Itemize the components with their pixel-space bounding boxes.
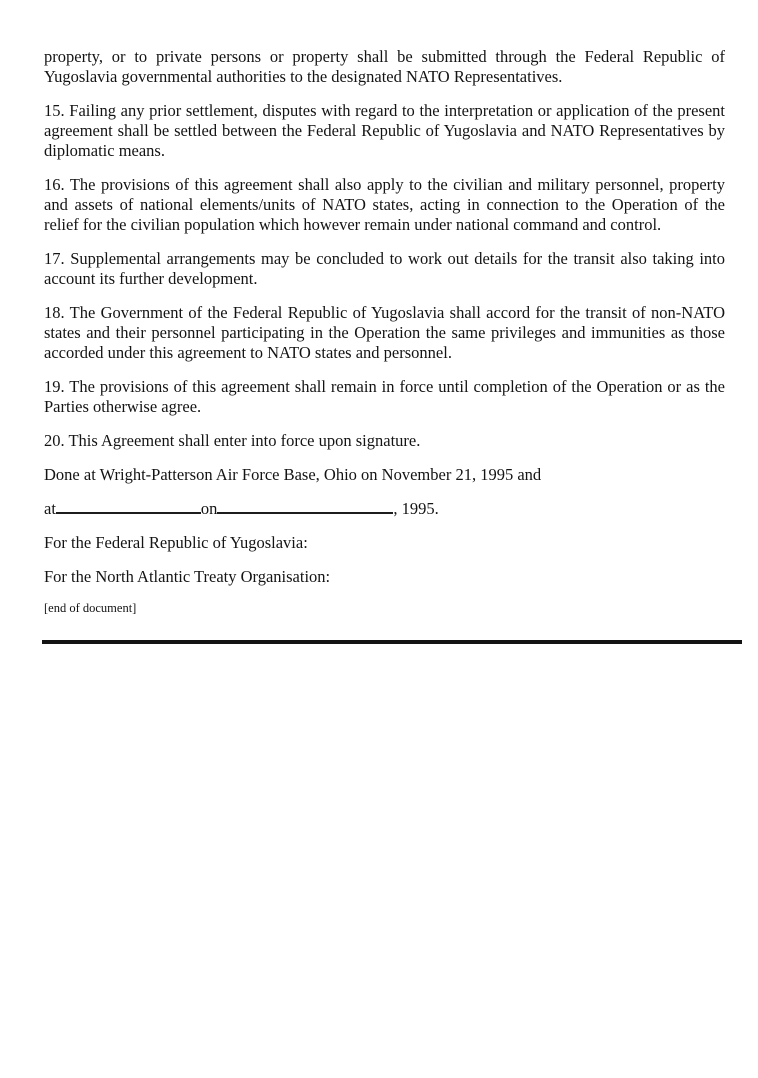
paragraph-17: 17. Supplemental arrangements may be concluded to work out details for the transit also taking into account its further development. — [44, 249, 725, 288]
done-at-line: Done at Wright-Patterson Air Force Base, Ohio on November 21, 1995 and — [44, 465, 542, 484]
paragraph-15: 15. Failing any prior settlement, disputes with regard to the interpretation or application of the present agreement shall be settled between the Federal Republic of Yugoslavia and NATO Representatives by diplomatic means. — [44, 101, 725, 160]
paragraph-14-continuation: property, or to private persons or property shall be submitted through the Federal Republic of Yugoslavia governmental authorities to the designated NATO Representatives. — [44, 47, 725, 86]
execution-on-label: on — [200, 499, 218, 518]
execution-blank-line — [44, 499, 725, 519]
signature-line-nato: For the North Atlantic Treaty Organisation: — [44, 567, 331, 586]
execution-at-label: at — [44, 499, 56, 518]
end-of-document-marker: [end of document] — [44, 601, 137, 615]
date-blank-field — [217, 511, 393, 514]
paragraph-19: 19. The provisions of this agreement shall remain in force until completion of the Operation or as the Parties otherwise agree. — [44, 377, 725, 416]
page-bottom-divider-rule — [42, 640, 742, 644]
paragraph-20: 20. This Agreement shall enter into force upon signature. — [44, 431, 421, 450]
place-blank-field — [56, 511, 201, 514]
paragraph-16: 16. The provisions of this agreement shall also apply to the civilian and military personnel, property and assets of national elements/units of NATO states, acting in connection to the Operation of the relief for the civilian population which however remain under national command and control. — [44, 175, 725, 234]
document-text-block — [44, 47, 725, 644]
signature-line-yugoslavia: For the Federal Republic of Yugoslavia: — [44, 533, 308, 552]
paragraph-18: 18. The Government of the Federal Republic of Yugoslavia shall accord for the transit of non-NATO states and their personnel participating in the Operation the same privileges and immunities as those accorded under this agreement to NATO states and personnel. — [44, 303, 725, 362]
execution-year-suffix: , 1995. — [393, 499, 439, 518]
